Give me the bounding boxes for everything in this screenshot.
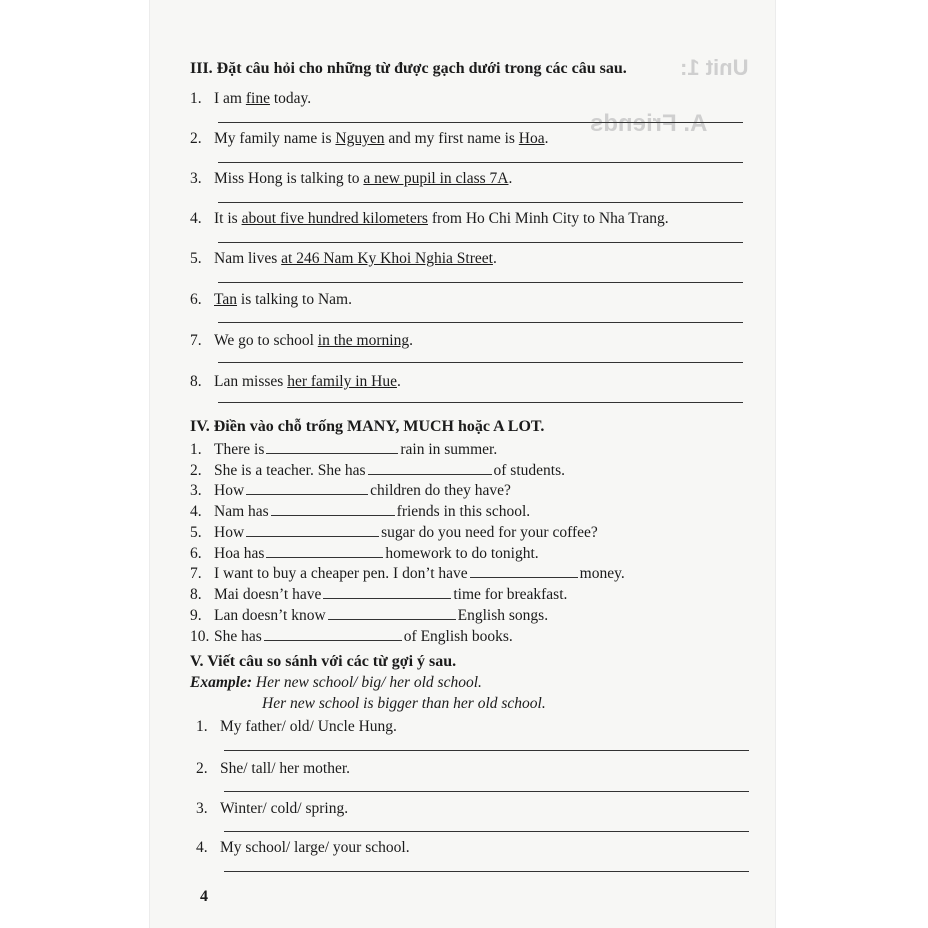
fill-blank[interactable]	[328, 607, 456, 620]
s4-item-8: 8. Mai doesn’t have time for breakfast.	[190, 586, 568, 603]
s4-item-10: 10. She has of English books.	[190, 628, 513, 645]
s5-item-4: 4. My school/ large/ your school.	[196, 839, 410, 856]
answer-line[interactable]	[224, 750, 749, 751]
example-answer: Her new school is bigger than her old school.	[262, 695, 546, 712]
s4-item-2: 2. She is a teacher. She has of students.	[190, 462, 565, 479]
section-4-title: IV. Điền vào chỗ trống MANY, MUCH hoặc A LOT.	[190, 418, 545, 435]
fill-blank[interactable]	[368, 462, 492, 475]
fill-blank[interactable]	[266, 545, 383, 558]
s3-item-6: 6. Tan is talking to Nam.	[190, 291, 352, 308]
s4-item-7: 7. I want to buy a cheaper pen. I don’t have money.	[190, 565, 625, 582]
fill-blank[interactable]	[266, 441, 398, 454]
s3-item-5: 5. Nam lives at 246 Nam Ky Khoi Nghia Street.	[190, 250, 497, 267]
bleed-through-unit: Unit 1:	[680, 55, 749, 80]
s5-item-2: 2. She/ tall/ her mother.	[196, 760, 351, 777]
page-number: 4	[200, 888, 208, 905]
s4-item-5: 5. How sugar do you need for your coffee?	[190, 524, 598, 541]
s3-item-7: 7. We go to school in the morning.	[190, 332, 413, 349]
s3-item-4: 4. It is about five hundred kilometers from Ho Chi Minh City to Nha Trang.	[190, 210, 669, 227]
answer-line[interactable]	[224, 871, 749, 872]
fill-blank[interactable]	[264, 628, 402, 641]
section-3-title: III. Đặt câu hỏi cho những từ được gạch dưới trong các câu sau.	[190, 60, 627, 77]
s3-item-3: 3. Miss Hong is talking to a new pupil in class 7A.	[190, 170, 513, 187]
section-5-title: V. Viết câu so sánh với các từ gợi ý sau.	[190, 653, 457, 670]
answer-line[interactable]	[218, 162, 743, 163]
fill-blank[interactable]	[470, 565, 578, 578]
answer-line[interactable]	[224, 831, 749, 832]
bleed-through-friends: A. Friends	[590, 110, 708, 137]
s4-item-1: 1. There is rain in summer.	[190, 441, 498, 458]
fill-blank[interactable]	[246, 524, 379, 537]
s3-item-8: 8. Lan misses her family in Hue.	[190, 373, 401, 390]
s4-item-9: 9. Lan doesn’t know English songs.	[190, 607, 549, 624]
fill-blank[interactable]	[246, 482, 368, 495]
answer-line[interactable]	[218, 402, 743, 403]
answer-line[interactable]	[224, 791, 749, 792]
example-line: Example: Her new school/ big/ her old school.	[190, 674, 482, 691]
answer-line[interactable]	[218, 122, 743, 123]
answer-line[interactable]	[218, 362, 743, 363]
s4-item-4: 4. Nam has friends in this school.	[190, 503, 531, 520]
fill-blank[interactable]	[271, 503, 395, 516]
fill-blank[interactable]	[323, 586, 451, 599]
s5-item-3: 3. Winter/ cold/ spring.	[196, 800, 349, 817]
s3-item-2: 2. My family name is Nguyen and my first name is Hoa.	[190, 130, 549, 147]
answer-line[interactable]	[218, 242, 743, 243]
s4-item-6: 6. Hoa has homework to do tonight.	[190, 545, 539, 562]
answer-line[interactable]	[218, 282, 743, 283]
answer-line[interactable]	[218, 322, 743, 323]
s3-item-1: 1. I am fine today.	[190, 90, 312, 107]
s5-item-1: 1. My father/ old/ Uncle Hung.	[196, 718, 397, 735]
s4-item-3: 3. How children do they have?	[190, 482, 511, 499]
answer-line[interactable]	[218, 202, 743, 203]
workbook-page	[150, 0, 775, 928]
